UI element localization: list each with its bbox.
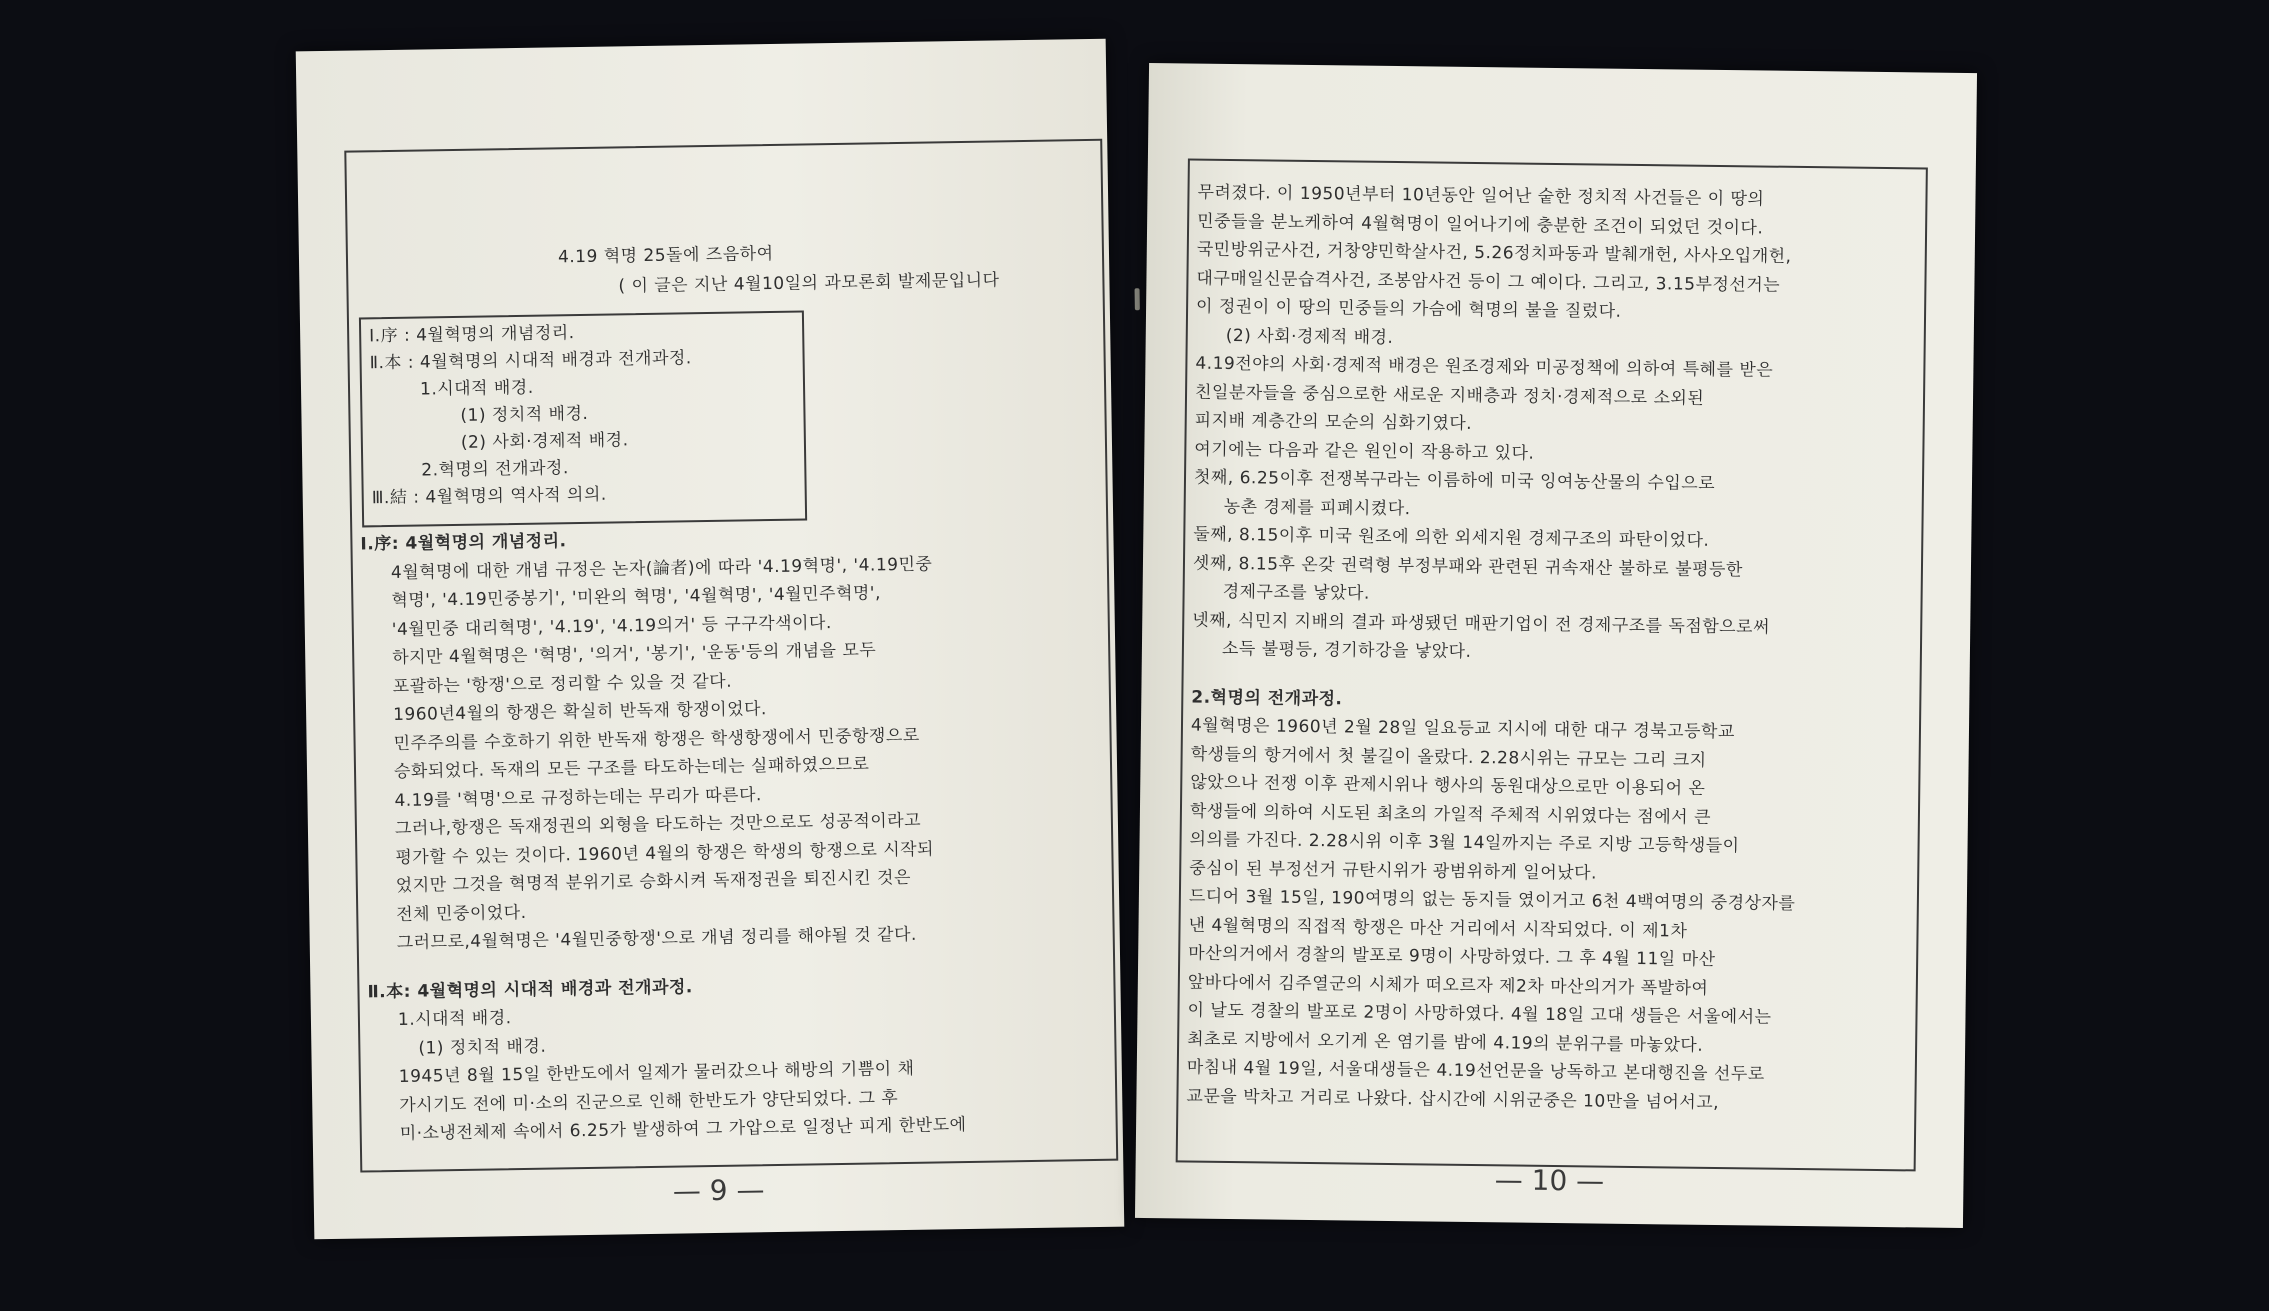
table-of-contents [359, 310, 807, 527]
text-line: 이 정권이 이 땅의 민중들의 가슴에 혁명의 불을 질렀다. [1195, 296, 1622, 322]
text-line: 무려졌다. 이 1950년부터 10년동안 일어난 숱한 정치적 사건들은 이 땅의 [1197, 182, 1765, 210]
text-line: 학생들의 항거에서 첫 불길이 올랐다. 2.28시위는 규모는 그리 크지 [1190, 744, 1707, 771]
text-line: 미·소냉전체제 속에서 6.25가 발생하여 그 가압으로 일정난 피게 한반도에 [399, 1115, 967, 1144]
text-line: 이 날도 경찰의 발포로 2명이 사망하였다. 4월 18일 고대 생들은 서울에서는 [1187, 1000, 1772, 1028]
page-number: — 10 — [1494, 1163, 1605, 1198]
left-page-frame [344, 139, 1118, 1173]
text-line: 넷째, 식민지 지배의 결과 파생됐던 매판기업이 전 경제구조를 독점함으로써 [1192, 610, 1771, 638]
text-line: 드디어 3월 15일, 190여명의 없는 동지들 였이거고 6천 4백여명의 중경상자를 [1188, 886, 1796, 914]
text-line: 경제구조를 낳았다. [1222, 581, 1370, 604]
text-line: 셋째, 8.15후 온갖 권력형 부정부패와 관련된 귀속재산 불하로 불평등한 [1192, 553, 1743, 580]
section-heading: 2.혁명의 전개과정. [1191, 687, 1343, 709]
text-line: 1960년4월의 항쟁은 확실히 반독재 항쟁이었다. [392, 699, 768, 725]
text-line: 교문을 박차고 거리로 나왔다. 삽시간에 시위군중은 10만을 넘어서고, [1186, 1086, 1720, 1113]
text-line: 최초로 지방에서 오기게 온 염기를 밤에 4.19의 분위구를 마놓았다. [1187, 1029, 1704, 1056]
document-title: 4.19 혁명 25돌에 즈음하여 [557, 243, 774, 268]
text-line: 4월혁명에 대한 개념 규정은 논자(論者)에 따라 '4.19혁명', '4.19민중 [390, 553, 933, 583]
subsection-heading: 1.시대적 배경. [397, 1008, 512, 1030]
text-line: 친일분자들을 중심으로한 새로운 지배층과 정치·경제적으로 소외된 [1194, 382, 1705, 409]
text-line: 4.19전야의 사회·경제적 배경은 원조경제와 미공정책에 의하여 특혜를 받은 [1195, 353, 1774, 381]
toc-item: (2) 사회·경제적 배경. [460, 430, 629, 453]
text-line: 의의를 가진다. 2.28시위 이후 3월 14일까지는 주로 지방 고등학생들이 [1189, 829, 1740, 857]
text-line: 승화되었다. 독재의 모든 구조를 타도하는데는 실패하였으므로 [393, 754, 870, 782]
text-line: 마침내 4월 19일, 서울대생들은 4.19선언문을 낭독하고 본대행진을 선두로 [1186, 1057, 1765, 1085]
toc-item: Ⅱ.本 : 4월혁명의 시대적 배경과 전개과정. [369, 348, 692, 374]
text-line: 낸 4월혁명의 직접적 항쟁은 마산 거리에서 시작되었다. 이 제1차 [1188, 915, 1688, 942]
text-line: 대구매일신문습격사건, 조봉암사건 등이 그 예이다. 그리고, 3.15부정선거는 [1196, 268, 1781, 296]
text-line: 었지만 그것을 혁명적 분위기로 승화시켜 독재정권을 퇴진시킨 것은 [395, 867, 912, 896]
text-line: 전체 민중이었다. [396, 902, 527, 925]
text-line: 4.19를 '혁명'으로 규정하는데는 무리가 따른다. [394, 784, 763, 811]
text-line: 여기에는 다음과 같은 원인이 작용하고 있다. [1194, 439, 1535, 464]
page-number: — 9 — [672, 1173, 765, 1208]
text-line: 그러므로,4월혁명은 '4월민중항쟁'으로 개념 정리를 해야될 것 같다. [396, 924, 918, 953]
text-line: 평가할 수 있는 것이다. 1960년 4월의 항쟁은 학생의 항쟁으로 시작되 [395, 839, 935, 868]
subsection-heading: (2) 사회·경제적 배경. [1225, 325, 1394, 348]
binding-staple [1135, 288, 1140, 310]
text-line: 피지배 계층간의 모순의 심화기였다. [1194, 410, 1473, 434]
text-line: 첫째, 6.25이후 전쟁복구라는 이름하에 미국 잉여농산물의 수입으로 [1193, 467, 1716, 494]
text-line: 1945년 8월 15일 한반도에서 일제가 물러갔으나 해방의 기쁨이 채 [398, 1058, 915, 1087]
text-line: 민주주의를 수호하기 위한 반독재 항쟁은 학생항쟁에서 민중항쟁으로 [393, 725, 920, 754]
text-line: 민중들을 분노케하여 4월혁명이 일어나기에 충분한 조건이 되었던 것이다. [1197, 211, 1764, 239]
toc-item: Ⅰ.序 : 4월혁명의 개념정리. [369, 323, 575, 347]
toc-item: 2.혁명의 전개과정. [421, 458, 569, 481]
text-line: 마산의거에서 경찰의 발포로 9명이 사망하였다. 그 후 4월 11일 마산 [1188, 943, 1716, 970]
right-body-text [1186, 179, 1804, 1118]
document-subtitle: ( 이 글은 지난 4월10일의 과모론회 발제문입니다 [618, 270, 1000, 297]
toc-item: Ⅲ.結 : 4월혁명의 역사적 의의. [371, 484, 607, 509]
text-line: 하지만 4월혁명은 '혁명', '의거', '봉기', '운동'등의 개념을 모두 [392, 640, 877, 668]
text-line: '4월민중 대리혁명', '4.19', '4.19의거' 등 구구각색이다. [391, 612, 832, 640]
text-line: 둘째, 8.15이후 미국 원조에 의한 외세지원 경제구조의 파탄이었다. [1193, 524, 1710, 551]
section-heading: Ⅱ.本: 4월혁명의 시대적 배경과 전개과정. [367, 976, 693, 1002]
text-line: 혁명', '4.19민중봉기', '미완의 혁명', '4월혁명', '4월민주혁명', [391, 583, 882, 611]
text-line: 소득 불평등, 경기하강을 낳았다. [1221, 638, 1472, 662]
text-line: 농촌 경제를 피폐시켰다. [1223, 496, 1411, 519]
toc-item: 1.시대적 배경. [419, 377, 534, 400]
text-line: 4월혁명은 1960년 2월 28일 일요등교 지시에 대한 대구 경북고등학교 [1190, 715, 1735, 743]
section-heading: Ⅰ.序: 4월혁명의 개념정리. [360, 531, 567, 555]
right-page-frame [1176, 158, 1928, 1171]
right-page [1135, 63, 1977, 1228]
toc-item: (1) 정치적 배경. [460, 403, 589, 426]
text-line: 포괄하는 '항쟁'으로 정리할 수 있을 것 같다. [392, 671, 733, 697]
text-line: 국민방위군사건, 거창양민학살사건, 5.26정치파동과 발췌개헌, 사사오입개헌, [1196, 239, 1792, 267]
text-line: 앞바다에서 김주열군의 시체가 떠오르자 제2차 마산의거가 폭발하여 [1187, 972, 1709, 999]
subsection-heading: (1) 정치적 배경. [418, 1036, 547, 1059]
text-line: 중심이 된 부정선거 규탄시위가 광범위하게 일어났다. [1189, 858, 1598, 884]
text-line: 그러나,항쟁은 독재정권의 외형을 타도하는 것만으로도 성공적이라고 [394, 810, 922, 839]
text-line: 가시기도 전에 미·소의 진군으로 인해 한반도가 양단되었다. 그 후 [399, 1087, 899, 1116]
text-line: 학생들에 의하여 시도된 최초의 가일적 주체적 시위였다는 점에서 큰 [1189, 801, 1712, 828]
left-page [296, 39, 1125, 1240]
left-body-text [360, 521, 966, 1149]
text-line: 않았으나 전쟁 이후 관제시위나 행사의 동원대상으로만 이용되어 온 [1190, 772, 1706, 799]
